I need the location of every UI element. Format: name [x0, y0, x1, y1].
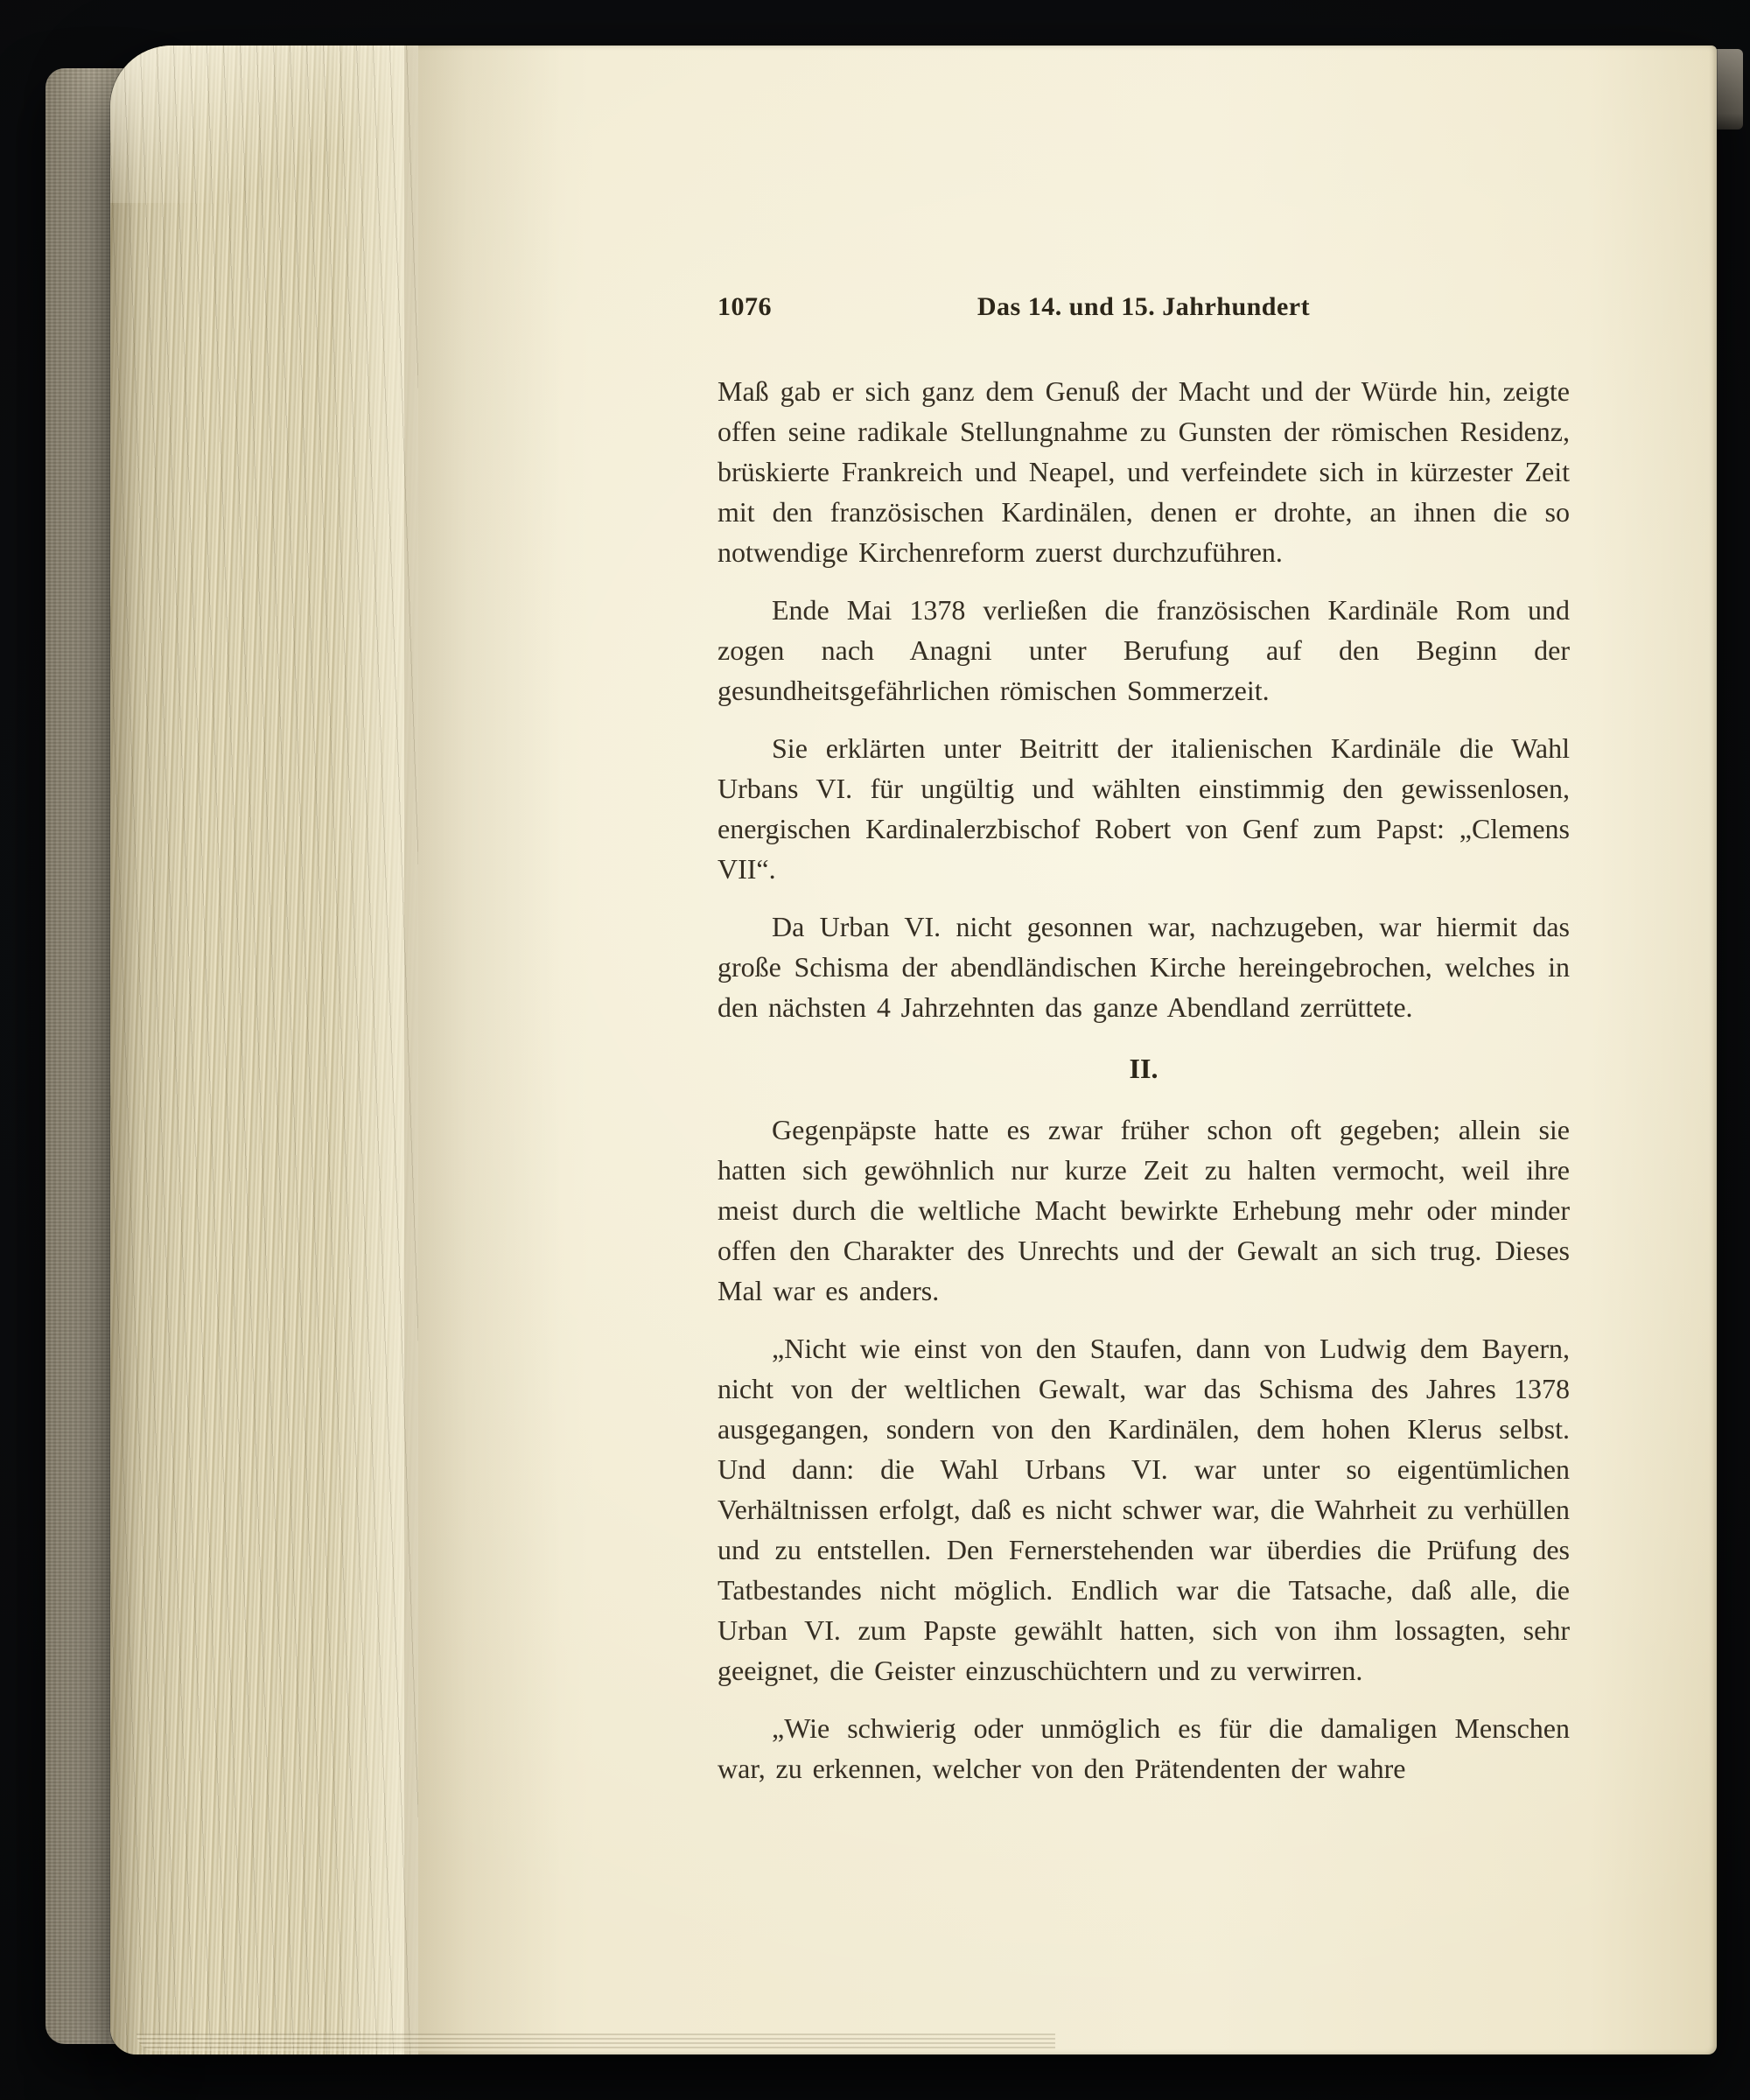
paragraph: Maß gab er sich ganz dem Genuß der Macht und der Würde hin, zeigte offen seine radikale Stellungnahme zu Gunsten der römischen Residenz, brüskierte Frankreich und Neapel, und verfeindete sich in kürzester Zeit mit den französischen Kardinälen, denen er drohte, an ihnen die so notwendige Kirchenreform zuerst durchzuführen. — [718, 375, 1570, 568]
text-column — [718, 292, 1570, 1788]
page-number: 1076 — [718, 292, 772, 321]
section-heading: II. — [1129, 1053, 1158, 1084]
paragraph: Da Urban VI. nicht gesonnen war, nachzugeben, war hiermit das große Schisma der abendländischen Kirche hereingebrochen, welches in den nächsten 4 Jahrzehnten das ganze Abendland zerrüttete. — [718, 911, 1570, 1023]
page-edges-fan — [110, 46, 418, 2054]
paragraph: „Wie schwierig oder unmöglich es für die damaligen Menschen war, zu erkennen, welcher von den Prätendenten der wahre — [718, 1712, 1570, 1784]
paragraph: Sie erklärten unter Beitritt der italienischen Kardinäle die Wahl Urbans VI. für ungültig und wählten einstimmig den gewissenlosen, energischen Kardinalerzbischof Robert von Genf zum Papst: „Clemens VII“. — [718, 732, 1570, 885]
paragraph: „Nicht wie einst von den Staufen, dann von Ludwig dem Bayern, nicht von der weltlichen Gewalt, war das Schisma des Jahres 1378 ausgegangen, sondern von den Kardinälen, dem hohen Klerus selbst. Und dann: die Wahl Urbans VI. war unter so eigentümlichen Verhältnissen erfolgt, daß es nicht schwer war, die Wahrheit zu verhüllen und zu entstellen. Den Fernerstehenden war überdies die Prüfung des Tatbestandes nicht möglich. Endlich war die Tatsache, daß alle, die Urban VI. zum Papste gewählt hatten, sich von ihm lossagten, sehr geeignet, die Geister einzuschüchtern und zu verwirren. — [718, 1333, 1570, 1686]
page-header — [718, 292, 1570, 327]
book-page — [110, 46, 1717, 2054]
paragraph: Gegenpäpste hatte es zwar früher schon oft gegeben; allein sie hatten sich gewöhnlich nur kurze Zeit zu halten vermocht, weil ihre meist durch die weltliche Macht bewirkte Erhebung mehr oder minder offen den Charakter des Unrechts und der Gewalt an sich trug. Dieses Mal war es anders. — [718, 1114, 1570, 1306]
running-header: Das 14. und 15. Jahrhundert — [976, 292, 1311, 321]
page-curve-shadow — [404, 46, 562, 2054]
page-bottom-edges — [136, 2034, 1055, 2051]
paragraph: Ende Mai 1378 verließen die französischen Kardinäle Rom und zogen nach Anagni unter Berufung auf den Beginn der gesundheitsgefährlichen römischen Sommerzeit. — [718, 594, 1570, 706]
